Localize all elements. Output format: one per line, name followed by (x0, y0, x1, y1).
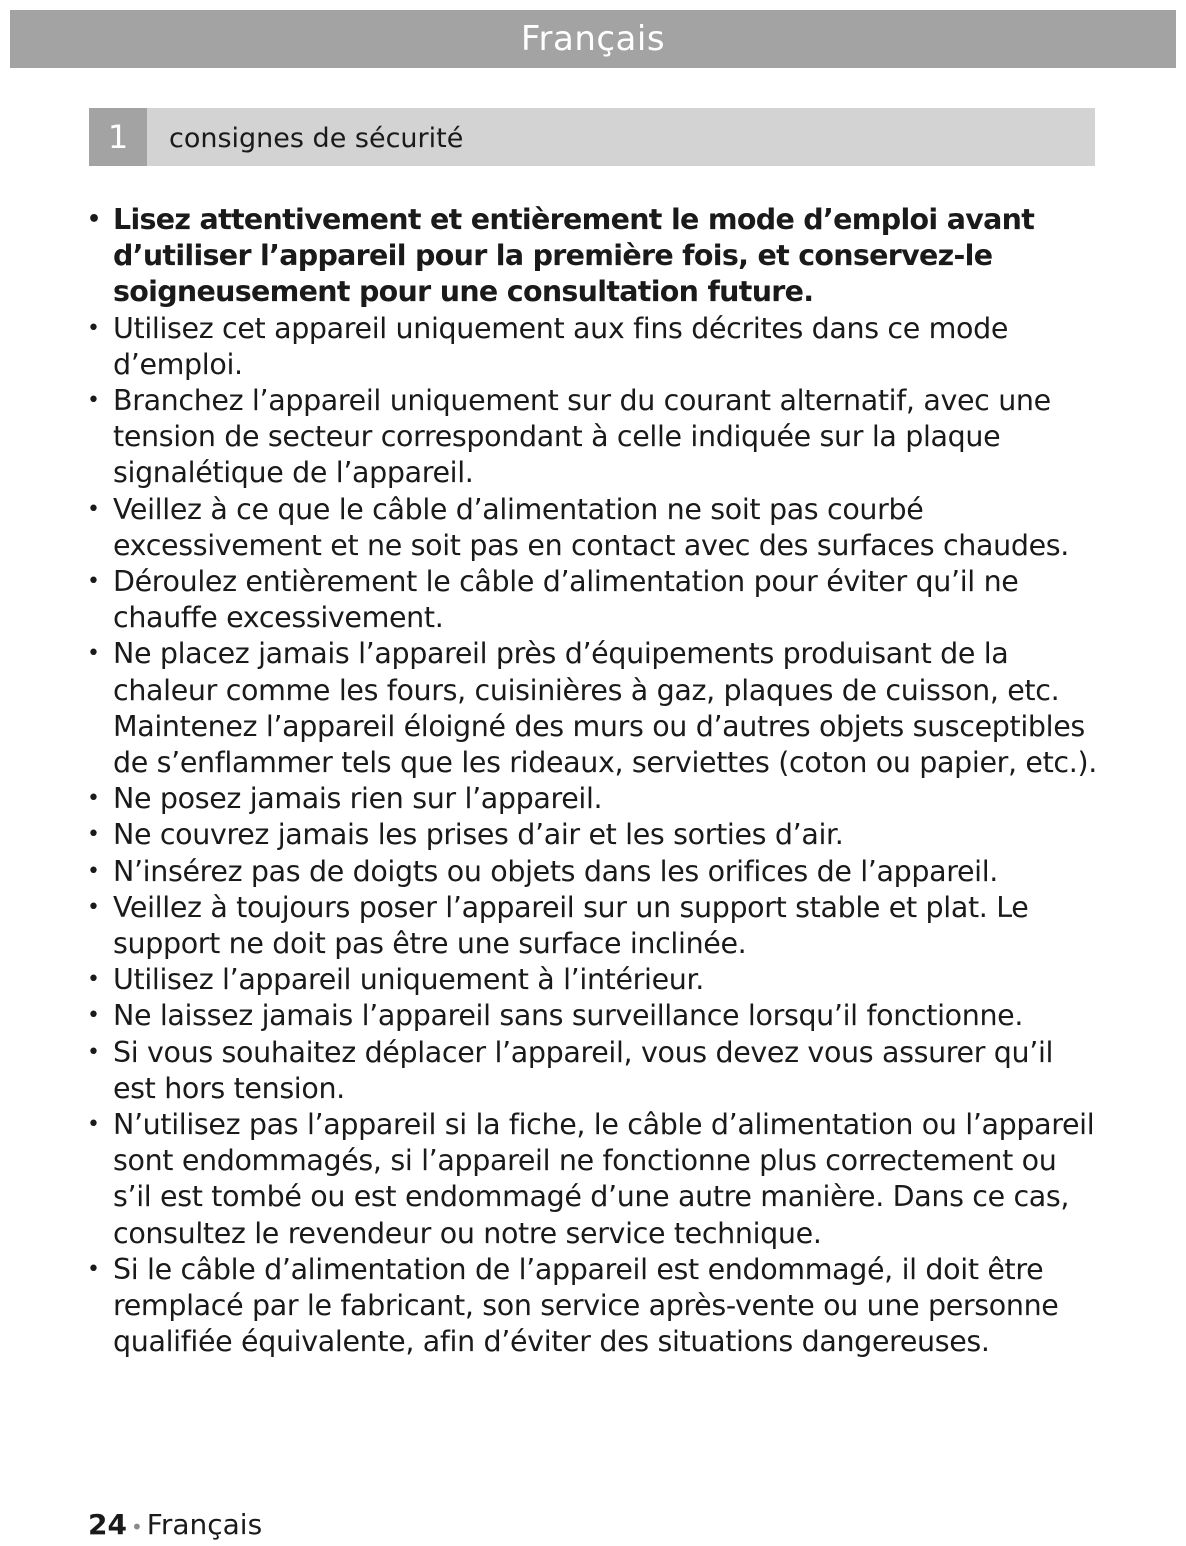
bullet: • (87, 388, 100, 414)
section-header (89, 108, 1095, 166)
list-item-text: Veillez à ce que le câble d’alimentation ne soit pas courbé excessivement et ne soit pas en contact avec des surfaces chaudes. (113, 492, 1069, 562)
list-item-text: Lisez attentivement et entièrement le mode d’emploi avant d’utiliser l’appareil pour la première fois, et conservez-le soigneusement pour une consultation future. (113, 203, 1035, 309)
list-item-text: Ne couvrez jamais les prises d’air et les sorties d’air. (113, 818, 844, 852)
list-item (86, 383, 1100, 492)
list-item (86, 1107, 1100, 1252)
bullet: • (87, 894, 100, 920)
list-item (86, 854, 1100, 890)
list-item-text: Utilisez cet appareil uniquement aux fins décrites dans ce mode d’emploi. (113, 311, 1009, 381)
footer-language: Français (146, 1508, 263, 1541)
bullet: • (87, 967, 100, 993)
bullet: • (87, 822, 100, 848)
bullet: • (87, 1112, 100, 1138)
bullet: • (87, 207, 101, 232)
list-item-text: Si le câble d’alimentation de l’appareil est endommagé, il doit être remplacé par le fabricant, son service après-vente ou une personne qualifiée équivalente, afin d’éviter des situations dangereuses. (113, 1252, 1059, 1359)
bullet: • (87, 786, 100, 812)
page-footer (88, 1508, 262, 1544)
language-banner-label: Français (520, 19, 666, 59)
section-title: consignes de sécurité (169, 123, 464, 154)
list-item (86, 492, 1100, 564)
list-item (86, 1252, 1100, 1361)
list-item (86, 202, 1100, 311)
bullet: • (87, 315, 100, 341)
list-item-text: Si vous souhaitez déplacer l’appareil, vous devez vous assurer qu’il est hors tension. (113, 1035, 1054, 1105)
safety-instructions-list (86, 202, 1100, 1361)
section-number: 1 (89, 108, 147, 166)
list-item-text: Déroulez entièrement le câble d’alimentation pour éviter qu’il ne chauffe excessivement. (113, 565, 1019, 635)
list-item-text: Veillez à toujours poser l’appareil sur un support stable et plat. Le support ne doit pas être une surface inclinée. (113, 890, 1029, 961)
list-item (86, 311, 1100, 383)
list-item-text: Ne laissez jamais l’appareil sans surveillance lorsqu’il fonctionne. (113, 999, 1024, 1033)
footer-separator: • (130, 1515, 143, 1539)
bullet: • (87, 858, 100, 884)
list-item-text: Utilisez l’appareil uniquement à l’intérieur. (113, 963, 704, 997)
page-number: 24 (88, 1508, 127, 1541)
list-item (86, 636, 1100, 781)
list-item-text: Branchez l’appareil uniquement sur du courant alternatif, avec une tension de secteur correspondant à celle indiquée sur la plaque signalétique de l’appareil. (113, 384, 1051, 490)
list-item (86, 564, 1100, 636)
list-item (86, 890, 1100, 962)
list-item (86, 962, 1100, 998)
bullet: • (87, 496, 100, 522)
bullet: • (87, 1039, 100, 1065)
list-item (86, 817, 1100, 853)
list-item (86, 998, 1100, 1034)
list-item (86, 1035, 1100, 1107)
list-item-text: Ne placez jamais l’appareil près d’équipements produisant de la chaleur comme les fours, cuisinières à gaz, plaques de cuisson, etc. Maintenez l’appareil éloigné des murs ou d’autres objets susceptibles de s’enflammer tels que les rideaux, serviettes (coton ou papier, etc.). (113, 637, 1097, 780)
language-banner (10, 10, 1176, 68)
list-item-text: Ne posez jamais rien sur l’appareil. (113, 782, 603, 816)
list-item-text: N’insérez pas de doigts ou objets dans les orifices de l’appareil. (113, 854, 998, 888)
bullet: • (87, 1256, 100, 1282)
list-item (86, 781, 1100, 817)
bullet: • (87, 1003, 100, 1029)
bullet: • (87, 641, 100, 667)
bullet: • (87, 569, 100, 595)
list-item-text: N’utilisez pas l’appareil si la fiche, le câble d’alimentation ou l’appareil sont endommagés, si l’appareil ne fonctionne plus correctement ou s’il est tombé ou est endommagé d’une autre manière. Dans ce cas, consultez le revendeur ou notre service technique. (113, 1108, 1095, 1250)
